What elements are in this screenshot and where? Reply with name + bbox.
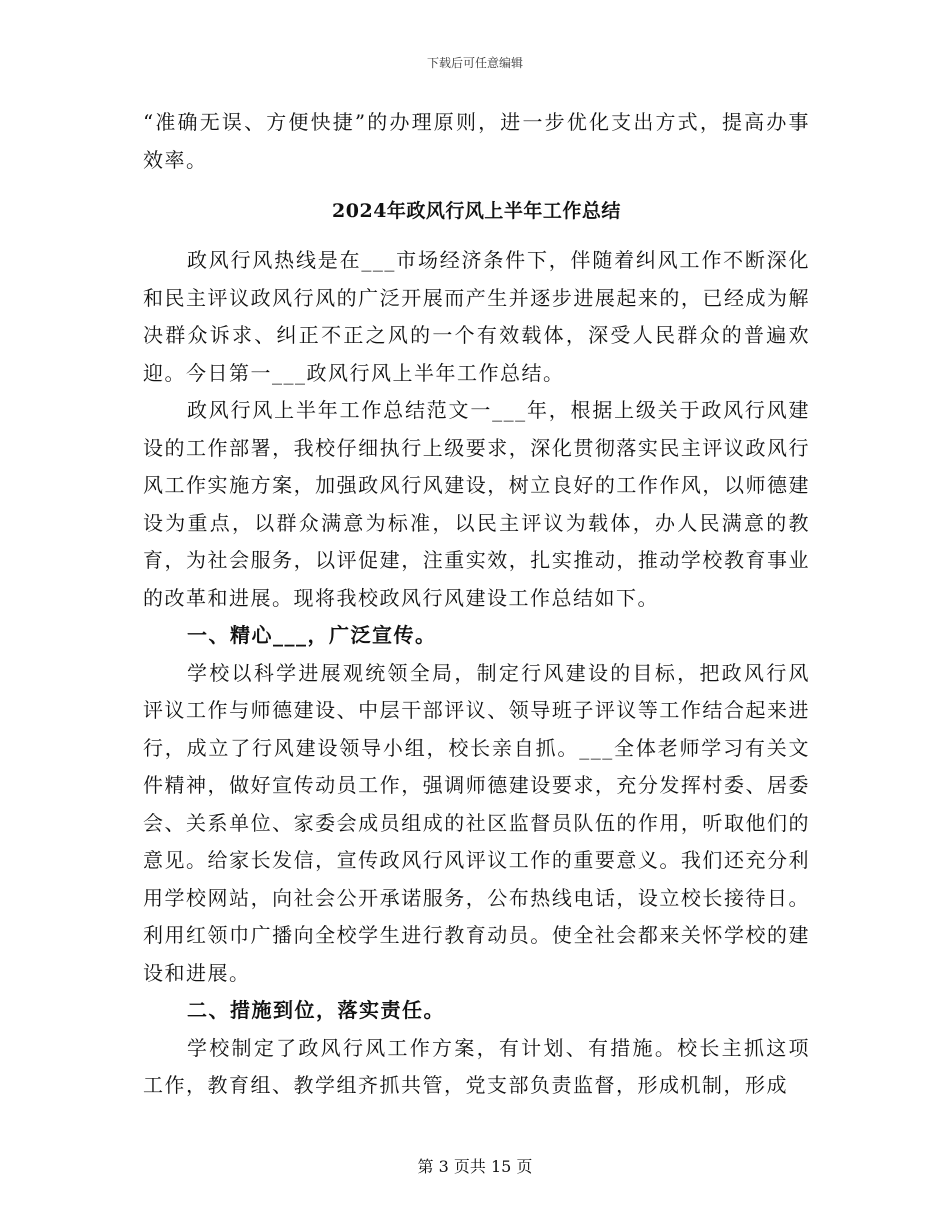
section-2-body: 学校制定了政风行风工作方案，有计划、有措施。校长主抓这项工作，教育组、教学组齐抓共管，党支部负责监督，形成机制，形成	[143, 1035, 810, 1097]
section-2-heading: 二、措施到位，落实责任。	[187, 998, 445, 1022]
document-title: 2024年政风行风上半年工作总结	[332, 200, 621, 222]
section-1-heading: 一、精心___，广泛宣传。	[187, 623, 437, 647]
paragraph-2: 政风行风上半年工作总结范文一___年，根据上级关于政风行风建设的工作部署，我校仔细执行上级要求，深化贯彻落实民主评议政风行风工作实施方案，加强政风行风建设，树立良好的工作作风，以师德建设为重点，以群众满意为标准，以民主评议为载体，办人民满意的教育，为社会服务，以评促建，注重实效，扎实推动，推动学校教育事业的改革和进展。现将我校政风行风建设工作总结如下。	[143, 398, 810, 610]
intro-paragraph: “准确无误、方便快捷”的办理原则，进一步优化支出方式，提高办事效率。	[143, 110, 810, 172]
document-body	[143, 104, 810, 1105]
page-header: 下载后可任意编辑	[426, 56, 523, 70]
page-footer: 第 3 页共 15 页	[417, 1157, 533, 1176]
section-1-body: 学校以科学进展观统领全局，制定行风建设的目标，把政风行风评议工作与师德建设、中层干部评议、领导班子评议等工作结合起来进行，成立了行风建设领导小组，校长亲自抓。___全体老师学习有关文件精神，做好宣传动员工作，强调师德建设要求，充分发挥村委、居委会、关系单位、家委会成员组成的社区监督员队伍的作用，听取他们的意见。给家长发信，宣传政风行风评议工作的重要意义。我们还充分利用学校网站，向社会公开承诺服务，公布热线电话，设立校长接待日。利用红领巾广播向全校学生进行教育动员。使全社会都来关怀学校的建设和进展。	[143, 660, 810, 985]
paragraph-1: 政风行风热线是在___市场经济条件下，伴随着纠风工作不断深化和民主评议政风行风的广泛开展而产生并逐步进展起来的，已经成为解决群众诉求、纠正不正之风的一个有效载体，深受人民群众的普遍欢迎。今日第一___政风行风上半年工作总结。	[143, 248, 810, 385]
